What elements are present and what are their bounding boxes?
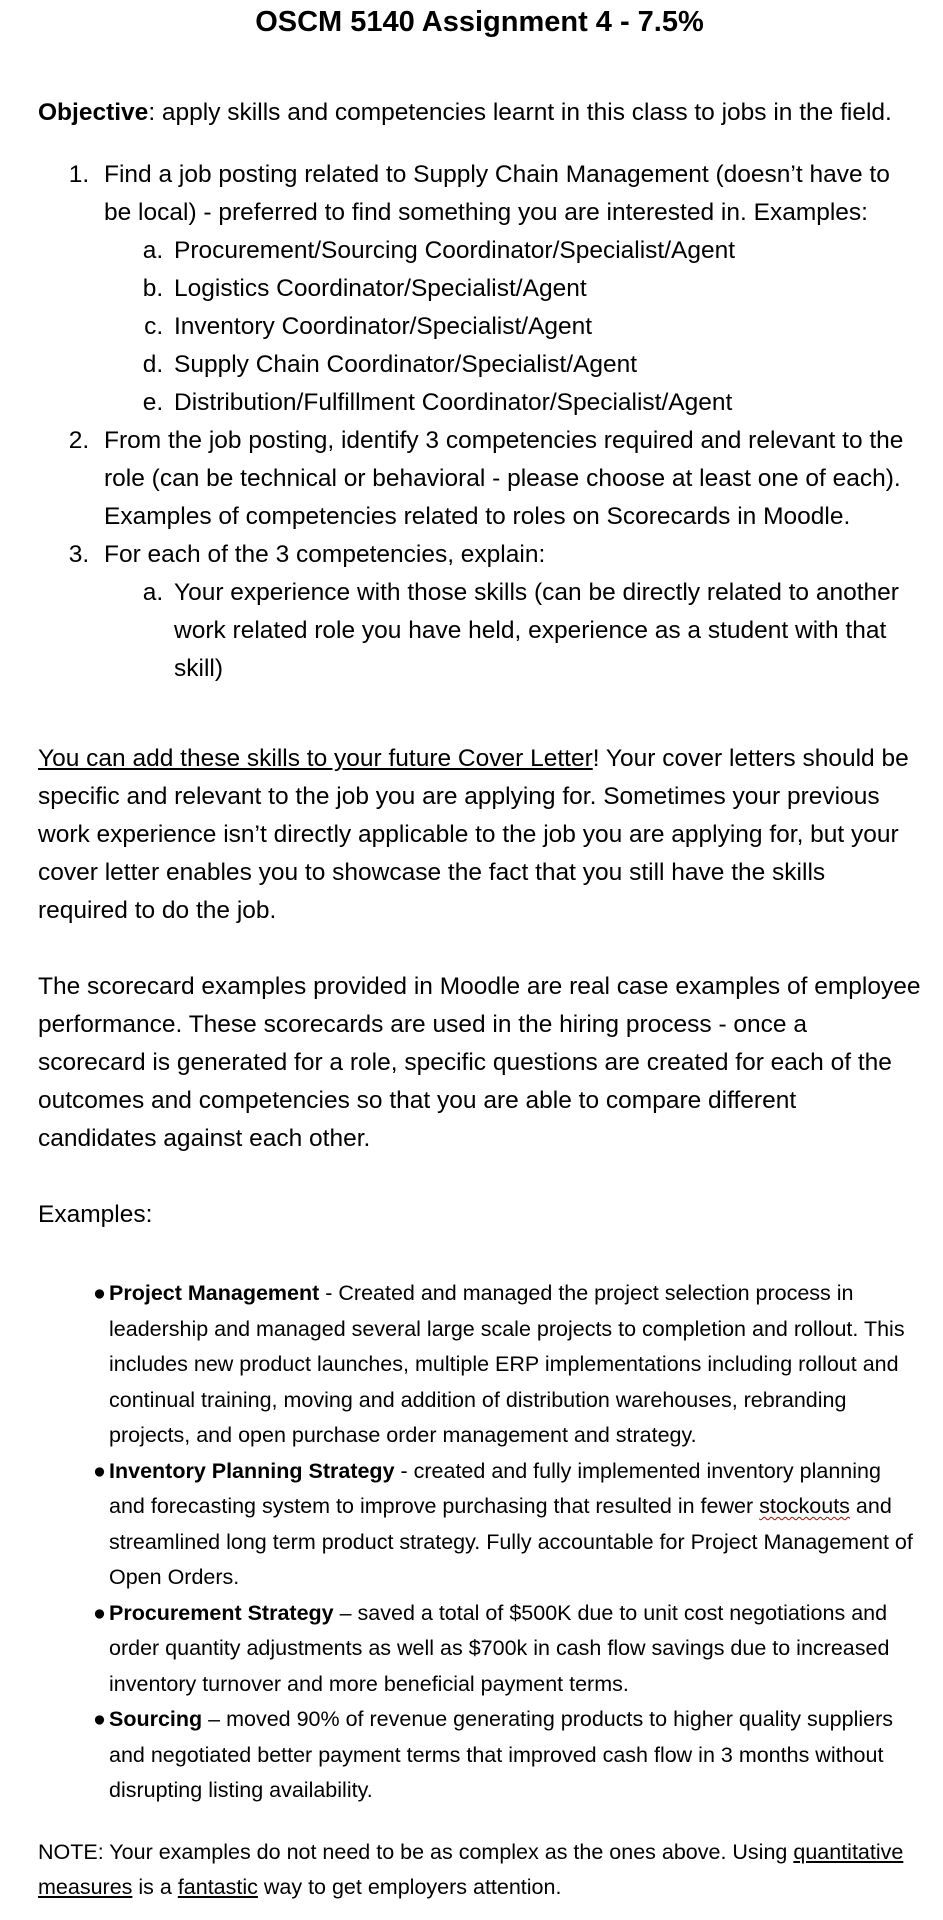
scorecard-paragraph: The scorecard examples provided in Moodle are real case examples of employee performance. These scorecards are used in the hiring process - once a scorecard is generated for a role, specific questions are created for each of the outcomes and competencies so that you are able to compare different candidates against each other. [38, 973, 921, 1152]
note-underline-quantitative: quantitative measures [38, 1839, 904, 1899]
competency-example [93, 1596, 921, 1703]
spellcheck-flagged-word[interactable]: stockouts [759, 1494, 850, 1518]
job-example: d. Supply Chain Coordinator/Specialist/Agent [170, 346, 921, 384]
competency-term: Project Management [109, 1281, 320, 1305]
competency-description: - created and fully implemented inventory planning and forecasting system to improve purchasing that resulted in fewer [109, 1458, 881, 1518]
competency-examples-list [38, 1276, 921, 1809]
job-example: a. Procurement/Sourcing Coordinator/Specialist/Agent [170, 232, 921, 270]
competency-description: – saved a total of $500K due to unit cost negotiations and order quantity adjustments as well as $700k in cash flow savings due to increased inventory turnover and more beneficial payment terms. [109, 1600, 890, 1696]
competency-description: - Created and managed the project selection process in leadership and managed several large scale projects to completion and rollout. This includes new product launches, multiple ERP implementations including rollout and continual training, moving and addition of distribution warehouses, rebranding projects, and open purchase order management and strategy. [109, 1281, 905, 1447]
competency-example [93, 1454, 921, 1596]
instruction-step-1 [96, 156, 921, 422]
competency-example [93, 1702, 921, 1809]
instruction-step-2 [96, 422, 921, 536]
objective-label: Objective [38, 99, 149, 126]
cover-letter-text: ! Your cover letters should be specific and relevant to the job you are applying for. Sometimes your previous work experience isn’t directly applicable to the job you are applying for, but your cover letter enables you to showcase the fact that you still have the skills required to do the job. [38, 745, 909, 924]
explain-list [104, 574, 921, 688]
note-paragraph [38, 1835, 921, 1906]
cover-letter-paragraph [38, 740, 921, 930]
competency-example [93, 1276, 921, 1454]
note-underline-fantastic: fantastic [177, 1875, 258, 1899]
job-examples-list [104, 232, 921, 422]
instruction-step-3 [96, 536, 921, 688]
bullet-icon: ● [93, 1707, 106, 1731]
note-text: way to get employers attention. [257, 1875, 562, 1899]
competency-term: Sourcing [109, 1707, 203, 1731]
note-text: NOTE: Your examples do not need to be as complex as the ones above. Using [38, 1839, 794, 1864]
job-example: b. Logistics Coordinator/Specialist/Agent [170, 270, 921, 308]
bullet-icon: ● [93, 1600, 106, 1625]
note-text: is a [132, 1875, 178, 1899]
competency-term: Inventory Planning Strategy [109, 1458, 395, 1483]
cover-letter-link[interactable]: You can add these skills to your future Cover Letter [38, 745, 593, 772]
competency-description: – moved 90% of revenue generating products to higher quality suppliers and negotiated better payment terms that improved cash flow in 3 months without disrupting listing availability. [109, 1707, 893, 1802]
objective-line [38, 94, 921, 132]
bullet-icon: ● [93, 1458, 106, 1483]
bullet-icon: ● [93, 1281, 106, 1305]
instructions-list [38, 156, 921, 688]
document-title: OSCM 5140 Assignment 4 - 7.5% [255, 6, 704, 38]
explain-item: a. Your experience with those skills (can be directly related to another work related role you have held, experience as a student with that skill) [170, 574, 921, 688]
examples-label: Examples: [38, 1201, 153, 1228]
competency-term: Procurement Strategy [109, 1600, 334, 1625]
objective-text: : apply skills and competencies learnt in this class to jobs in the field. [148, 99, 892, 126]
competency-description-end: and streamlined long term product strategy. Fully accountable for Project Management of Open Orders. [109, 1494, 913, 1589]
step-2-text: From the job posting, identify 3 competencies required and relevant to the role (can be technical or behavioral - please choose at least one of each). Examples of competencies related to roles on Scorecards in Moodle. [104, 427, 904, 530]
step-3-text: For each of the 3 competencies, explain: [104, 541, 546, 568]
job-example: c. Inventory Coordinator/Specialist/Agent [170, 308, 921, 346]
job-example: e. Distribution/Fulfillment Coordinator/Specialist/Agent [170, 384, 921, 422]
step-1-text: Find a job posting related to Supply Chain Management (doesn’t have to be local) - preferred to find something you are interested in. Examples: [104, 161, 890, 226]
